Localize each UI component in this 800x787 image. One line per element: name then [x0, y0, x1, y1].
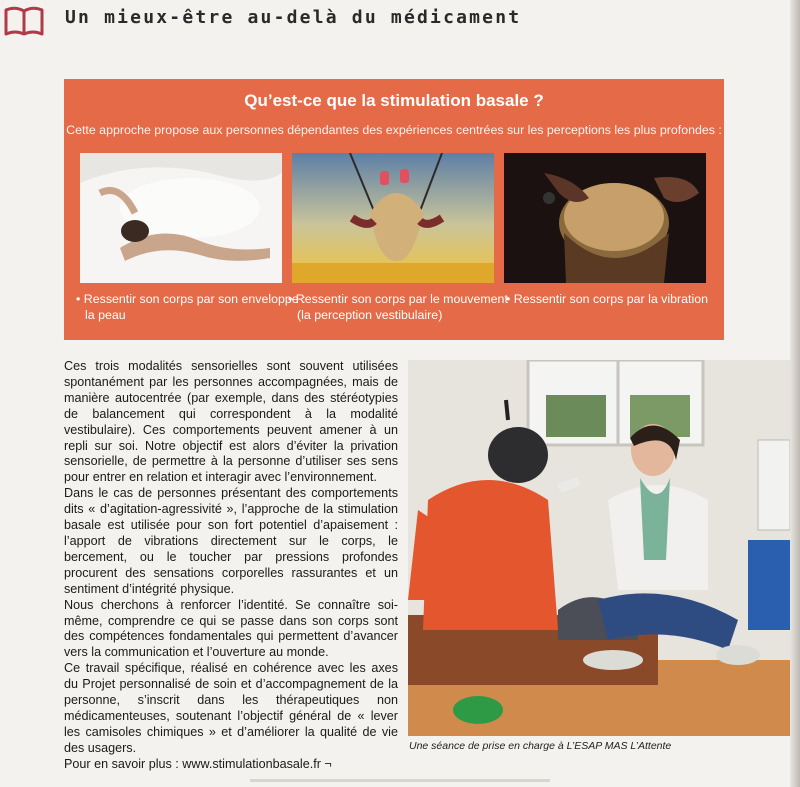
child-on-swing-at-sunset-photo [292, 153, 494, 283]
photo-caption: Une séance de prise en charge à L’ESAP MAS L’Attente [409, 740, 672, 752]
section-title: Un mieux-être au-delà du médicament [65, 7, 522, 28]
caption-line: • Ressentir son corps par son enveloppe : [76, 292, 306, 306]
caption-line: • Ressentir son corps par la vibration [506, 292, 708, 306]
person-lying-on-white-sheets-photo [80, 153, 282, 283]
caption-vibration [506, 291, 708, 307]
caption-line: (la perception vestibulaire) [297, 308, 443, 322]
more-info-link[interactable]: Pour en savoir plus : www.stimulationbasale.fr ¬ [64, 756, 332, 771]
article-header [0, 0, 790, 40]
paragraph: Ce travail spécifique, réalisé en cohérence avec les axes du Projet personnalisé de soin et d’accompagnement de la personne, s’inscrit dans les thérapeutiques non médicamenteuses, soutenant l’objectif général de « lever les camisoles chimiques » et d’améliorer la qualité de vie des usagers. [64, 661, 398, 755]
book-icon [3, 5, 45, 37]
paragraph: Nous cherchons à renforcer l’identité. Se connaître soi-même, comprendre ce qui se passe dans son corps sont des compétences fondamentales qui permettent d’avancer vers la communication et l’ouverture au monde. [64, 597, 398, 660]
paragraph: Ces trois modalités sensorielles sont souvent utilisées spontanément par les personnes accompagnées, mais de manière autocentrée (par exemple, dans des stéréotypies de balancement qui correspondent à la modalité vestibulaire). Ces comportements peuvent amener à un repli sur soi. Notre objectif est alors d’éviter la privation sensorielle, de permettre à la personne d’utiliser ses sens pour entrer en relation et interagir avec l’environnement. [64, 359, 398, 485]
page-edge [790, 0, 800, 787]
article-body [64, 359, 398, 773]
caption-skin [76, 291, 306, 323]
box-title: Qu’est-ce que la stimulation basale ? [244, 91, 544, 110]
caption-line: la peau [85, 308, 126, 322]
footer-divider [250, 779, 550, 782]
caption-line: • Ressentir son corps par le mouvement [288, 292, 508, 306]
caption-movement [288, 291, 508, 323]
hands-playing-djembe-drum-photo [504, 153, 706, 283]
care-session-photo [408, 360, 790, 736]
box-intro: Cette approche propose aux personnes dépendantes des expériences centrées sur les perceptions les plus profondes : [66, 123, 722, 137]
info-box [64, 79, 724, 340]
paragraph: Dans le cas de personnes présentant des comportements dits « d’agitation-agressivité », l’approche de la stimulation basale est utilisée pour son fort potentiel d’apaisement : l’apport de vibrations directement sur le corps, le bercement, ou le toucher par pressions profondes procurent des sensations corporelles rassurantes et un sentiment d’intégrité physique. [64, 486, 398, 596]
